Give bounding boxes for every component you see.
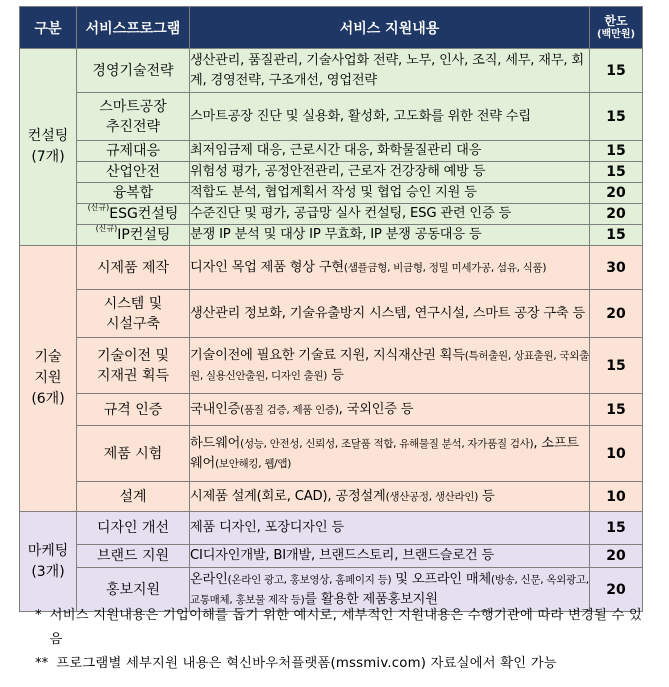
program-limit: 15 [590, 338, 643, 394]
table-row [20, 426, 643, 482]
program-limit: 20 [590, 204, 643, 225]
category-tech [20, 246, 77, 512]
table-row [20, 394, 643, 426]
program-name-text: ESG컨설팅 [109, 206, 179, 222]
program-name-line2: 시설구축 [105, 315, 161, 332]
header-content: 서비스 지원내용 [190, 7, 590, 49]
program-limit: 15 [590, 49, 643, 93]
program-name: 융복합 [77, 183, 190, 204]
program-desc: 생산관리, 품질관리, 기술사업화 전략, 노무, 인사, 조직, 세무, 재무, 회계, 경영전략, 구조개선, 영업전략 [190, 49, 590, 93]
table-header-row [20, 7, 643, 49]
category-consulting [20, 49, 77, 246]
program-name [77, 338, 190, 394]
desc-tail: 등 [327, 367, 344, 383]
program-name: 디자인 개선 [77, 512, 190, 545]
program-desc [190, 482, 590, 512]
desc-main: 하드웨어 [190, 435, 241, 451]
program-desc: 최저임금제 대응, 근로시간 대응, 화학물질관리 대응 [190, 141, 590, 162]
table-row [20, 162, 643, 183]
program-limit: 30 [590, 246, 643, 290]
program-name: 산업안전 [77, 162, 190, 183]
program-name [77, 290, 190, 338]
program-name: 홍보지원 [77, 568, 190, 612]
category-label-line2: 지원 [34, 370, 62, 386]
program-desc: 분쟁 IP 분석 및 대상 IP 무효화, IP 분쟁 공동대응 등 [190, 225, 590, 246]
program-limit: 20 [590, 568, 643, 612]
table-row [20, 49, 643, 93]
desc-main: 온라인 [190, 571, 228, 587]
desc-detail: (특허출원, 상표출원, 국외출원, 실용신안출원, 디자인 출원) [190, 349, 589, 382]
program-limit: 20 [590, 183, 643, 204]
table-row [20, 482, 643, 512]
program-name-line1: 기술이전 및 [96, 347, 170, 364]
program-desc [190, 338, 590, 394]
program-name-line2: 추진전략 [105, 118, 161, 135]
program-limit: 10 [590, 426, 643, 482]
table-row [20, 246, 643, 290]
program-desc: 제품 디자인, 포장디자인 등 [190, 512, 590, 545]
category-marketing [20, 512, 77, 612]
desc-detail-2: (보안해킹, 웹/앱) [215, 457, 292, 470]
program-name: 규격 인증 [77, 394, 190, 426]
program-desc: 적합도 분석, 협업계획서 작성 및 협업 승인 지원 등 [190, 183, 590, 204]
table-row [20, 290, 643, 338]
header-limit [590, 7, 643, 49]
category-label-line1: 기술 [34, 349, 62, 365]
program-limit: 15 [590, 225, 643, 246]
program-limit: 15 [590, 512, 643, 545]
table-row [20, 204, 643, 225]
header-program: 서비스프로그램 [77, 7, 190, 49]
desc-tail: 등 [478, 488, 495, 504]
table-row [20, 93, 643, 141]
program-name-line1: 스마트공장 [99, 98, 167, 115]
category-label: 마케팅 [27, 542, 69, 559]
program-name-line1: 시스템 및 [103, 295, 163, 312]
program-name: 규제대응 [77, 141, 190, 162]
table-row [20, 183, 643, 204]
program-desc [190, 394, 590, 426]
program-limit: 15 [590, 141, 643, 162]
category-count: (3개) [31, 563, 65, 580]
desc-main: 디자인 목업 제품 형상 구현 [190, 259, 344, 275]
desc-mid: 및 오프라인 매체 [391, 571, 491, 587]
desc-tail: 를 활용한 제품홍보지원 [304, 591, 438, 607]
program-desc: 생산관리 정보화, 기술유출방지 시스템, 연구시설, 스마트 공장 구축 등 [190, 290, 590, 338]
new-badge: (신규) [95, 224, 118, 233]
desc-main: 국내인증 [190, 401, 241, 417]
desc-tail: , 소프트웨어 [190, 435, 579, 471]
program-limit: 15 [590, 394, 643, 426]
table-row [20, 338, 643, 394]
desc-tail: , 국외인증 등 [338, 401, 414, 417]
desc-main: 시제품 설계(회로, CAD), 공정설계 [190, 488, 386, 504]
footnote-mark: * [35, 608, 42, 623]
category-label: 컨설팅 [27, 128, 69, 144]
desc-detail: (생산공정, 생산라인) [385, 490, 478, 503]
table-row [20, 545, 643, 568]
footnotes [35, 604, 655, 676]
program-name: 브랜드 지원 [77, 545, 190, 568]
program-name [77, 225, 190, 246]
program-limit: 10 [590, 482, 643, 512]
program-limit: 20 [590, 545, 643, 568]
table-row [20, 512, 643, 545]
desc-detail-2: (방송, 신문, 옥외광고, 교통매체, 홍보물 제작 등) [190, 573, 589, 606]
new-badge: (신규) [87, 203, 110, 212]
table-row [20, 141, 643, 162]
program-name: 경영기술전략 [77, 49, 190, 93]
footnote-text: 프로그램별 세부지원 내용은 혁신바우처플랫폼(mssmiv.com) 자료실에서 확인 가능 [56, 656, 557, 671]
footnote [35, 604, 655, 652]
program-name [77, 204, 190, 225]
program-name [77, 93, 190, 141]
desc-detail: (샘플금형, 비금형, 정밀 미세가공, 섬유, 식품) [343, 261, 547, 274]
program-desc [190, 246, 590, 290]
program-desc [190, 426, 590, 482]
category-count: (7개) [31, 149, 65, 165]
program-desc: 위험성 평가, 공정안전관리, 근로자 건강장해 예방 등 [190, 162, 590, 183]
header-category: 구분 [20, 7, 77, 49]
desc-main: 기술이전에 필요한 기술료 지원, 지식재산권 획득 [190, 347, 465, 363]
header-limit-label: 한도 [604, 13, 628, 28]
program-desc: CI디자인개발, BI개발, 브랜드스토리, 브랜드슬로건 등 [190, 545, 590, 568]
program-name: 설계 [77, 482, 190, 512]
program-limit: 15 [590, 162, 643, 183]
footnote-text: 서비스 지원내용은 기업이해를 돕기 위한 예시로, 세부적인 지원내용은 수행기관에 따라 변경될 수 있음 [49, 608, 643, 647]
program-limit: 15 [590, 93, 643, 141]
program-desc: 수준진단 및 평가, 공급망 실사 컨설팅, ESG 관련 인증 등 [190, 204, 590, 225]
program-name: 제품 시험 [77, 426, 190, 482]
service-table [19, 6, 643, 612]
program-name-text: IP컨설팅 [117, 227, 171, 243]
program-name: 시제품 제작 [77, 246, 190, 290]
table-row [20, 225, 643, 246]
program-desc: 스마트공장 진단 및 실용화, 활성화, 고도화를 위한 전략 수립 [190, 93, 590, 141]
desc-detail: (온라인 광고, 홍보영상, 홈페이지 등) [227, 573, 392, 586]
desc-detail: (성능, 안전성, 신뢰성, 조달품 적합, 유해물질 분석, 자가품질 검사) [240, 437, 534, 450]
category-count: (6개) [31, 391, 65, 407]
footnote [35, 652, 655, 676]
program-name-line2: 지재권 획득 [96, 367, 170, 384]
program-limit: 20 [590, 290, 643, 338]
desc-detail: (품질 검증, 제품 인증) [240, 403, 339, 416]
footnote-mark: ** [35, 656, 49, 671]
header-limit-unit: (백만원) [596, 28, 636, 40]
